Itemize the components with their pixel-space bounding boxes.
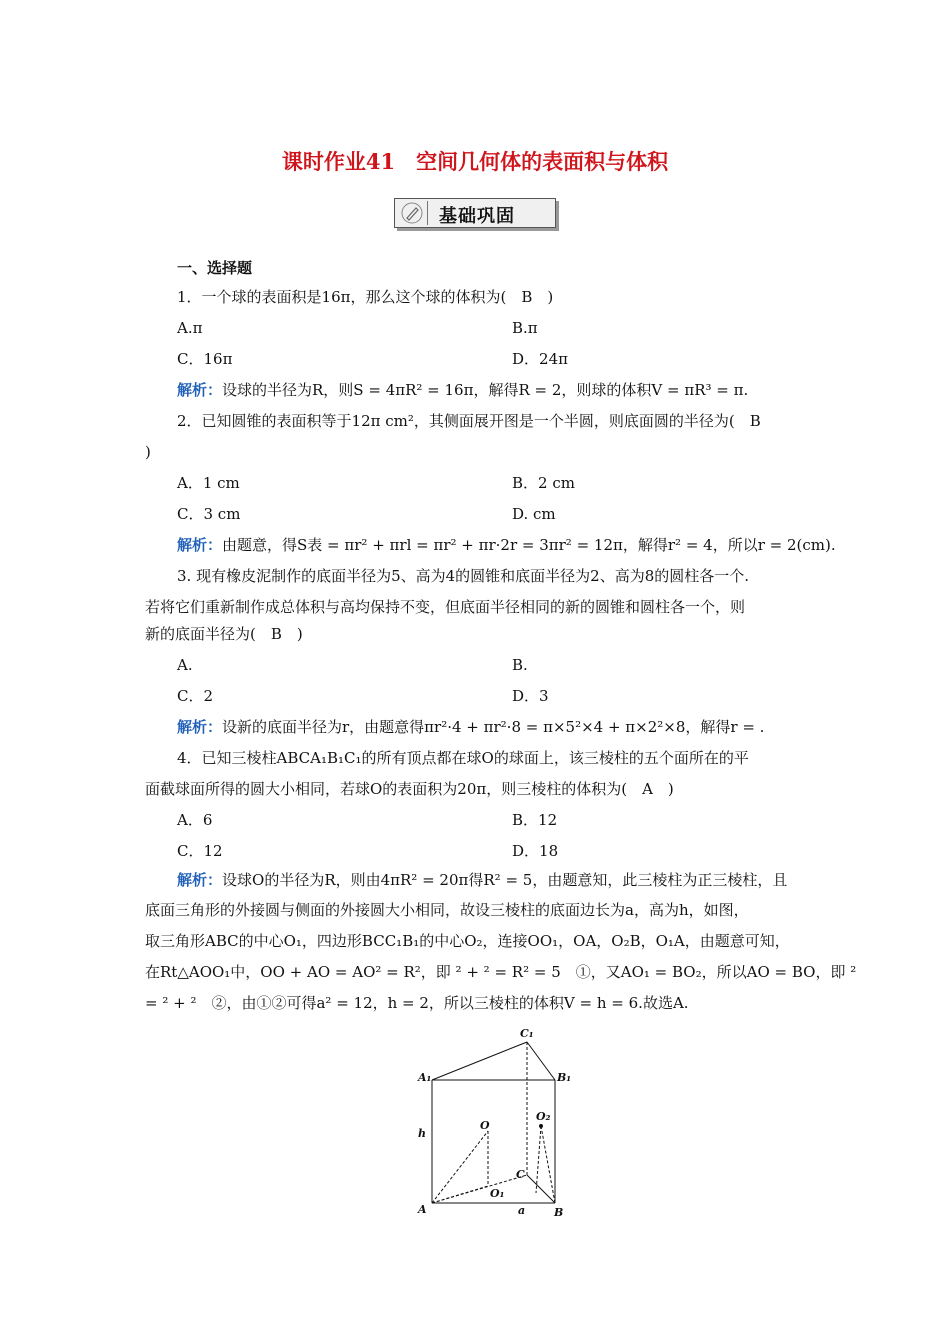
edge-AC bbox=[432, 1175, 527, 1203]
segment-O1A bbox=[432, 1186, 488, 1203]
q3-stem-line1: 3. 现有橡皮泥制作的底面半径为5、高为4的圆锥和底面半径为2、高为8的圆柱各一个. bbox=[177, 567, 750, 585]
q4-option-b: B．12 bbox=[512, 811, 558, 829]
q3-option-d: D．3 bbox=[512, 687, 549, 705]
q2-solution: 解析：由题意，得S表 = πr² + πrl = πr² + πr·2r = 3πr² = 12π，解得r² = 4，所以r = 2(cm). bbox=[177, 536, 836, 554]
section-heading: 一、选择题 bbox=[177, 259, 253, 277]
q1-stem: 1．一个球的表面积是16π，那么这个球的体积为( B ) bbox=[177, 288, 554, 306]
q4-solution-line1: 解析：设球O的半径为R，则由4πR² = 20π得R² = 5，由题意知，此三棱柱为正三棱柱，且 bbox=[177, 871, 788, 889]
label-B: B bbox=[554, 1206, 564, 1219]
edge-A1C1 bbox=[432, 1042, 527, 1080]
q3-stem-line2: 若将它们重新制作成总体积与高均保持不变，但底面半径相同的新的圆锥和圆柱各一个，则 bbox=[145, 598, 746, 616]
q2-option-c: C．3 cm bbox=[177, 505, 241, 523]
solution-label: 解析： bbox=[177, 871, 223, 889]
q3-option-a: A. bbox=[177, 656, 193, 674]
segment-OA bbox=[432, 1131, 488, 1203]
banner-label: 基础巩固 bbox=[439, 206, 515, 227]
q1-option-d: D．24π bbox=[512, 350, 568, 368]
edge-C1B1 bbox=[527, 1042, 555, 1080]
q3-solution: 解析：设新的底面半径为r，由题意得πr²·4 + πr²·8 = π×5²×4 + π×2²×8，解得r = . bbox=[177, 718, 765, 736]
label-h: h bbox=[418, 1127, 426, 1140]
solution-label: 解析： bbox=[177, 381, 223, 399]
section-banner bbox=[394, 198, 556, 228]
q1-option-c: C．16π bbox=[177, 350, 233, 368]
solution-label: 解析： bbox=[177, 536, 223, 554]
q1-option-a: A.π bbox=[177, 319, 203, 337]
label-a: a bbox=[518, 1204, 526, 1217]
prism-figure bbox=[410, 1025, 580, 1220]
banner-divider bbox=[427, 201, 428, 225]
q4-solution-line5: = ² + ² ②，由①②可得a² = 12，h = 2，所以三棱柱的体积V = h = 6.故选A. bbox=[145, 994, 689, 1012]
label-A1: A₁ bbox=[418, 1071, 432, 1084]
label-B1: B₁ bbox=[557, 1071, 572, 1084]
label-C: C bbox=[516, 1168, 525, 1181]
label-A: A bbox=[418, 1203, 427, 1216]
q2-stem-line1: 2．已知圆锥的表面积等于12π cm²，其侧面展开图是一个半圆，则底面圆的半径为( B bbox=[177, 412, 761, 430]
q1-solution: 解析：设球的半径为R，则S = 4πR² = 16π，解得R = 2，则球的体积V = πR³ = π. bbox=[177, 381, 749, 399]
solution-label: 解析： bbox=[177, 718, 223, 736]
label-O2: O₂ bbox=[536, 1110, 551, 1123]
q4-stem-line2: 面截球面所得的圆大小相同，若球O的表面积为20π，则三棱柱的体积为( A ) bbox=[145, 780, 674, 798]
q2-stem-line2: ) bbox=[145, 443, 151, 461]
q4-option-a: A．6 bbox=[177, 811, 213, 829]
page-title: 课时作业41 空间几何体的表面积与体积 bbox=[281, 149, 669, 174]
q3-stem-line3: 新的底面半径为( B ) bbox=[145, 625, 303, 643]
q2-option-b: B．2 cm bbox=[512, 474, 575, 492]
pencil-icon bbox=[401, 202, 423, 224]
label-O: O bbox=[480, 1119, 490, 1132]
q4-solution-line3: 取三角形ABC的中心O₁，四边形BCC₁B₁的中心O₂，连接OO₁，OA，O₂B，O₁A，由题意可知， bbox=[145, 932, 790, 950]
q4-option-c: C．12 bbox=[177, 842, 223, 860]
q3-option-c: C．2 bbox=[177, 687, 214, 705]
label-C1: C₁ bbox=[520, 1027, 534, 1040]
q4-solution-line4: 在Rt△AOO₁中，OO + AO = AO² = R²，即 ² + ² = R² = 5 ①，又AO₁ = BO₂，所以AO = BO，即 ² bbox=[145, 963, 857, 981]
q4-option-d: D．18 bbox=[512, 842, 559, 860]
point-O2 bbox=[539, 1124, 543, 1128]
q4-solution-line2: 底面三角形的外接圆与侧面的外接圆大小相同，故设三棱柱的底面边长为a，高为h，如图， bbox=[145, 901, 749, 919]
q4-stem-line1: 4．已知三棱柱ABCA₁B₁C₁的所有顶点都在球O的球面上，该三棱柱的五个面所在的平 bbox=[177, 749, 749, 767]
segment-O2-down bbox=[536, 1126, 541, 1193]
edge-CB bbox=[527, 1175, 555, 1203]
q2-option-a: A．1 cm bbox=[177, 474, 240, 492]
q3-option-b: B. bbox=[512, 656, 528, 674]
q2-option-d: D. cm bbox=[512, 505, 556, 523]
label-O1: O₁ bbox=[490, 1187, 505, 1200]
q1-option-b: B.π bbox=[512, 319, 538, 337]
